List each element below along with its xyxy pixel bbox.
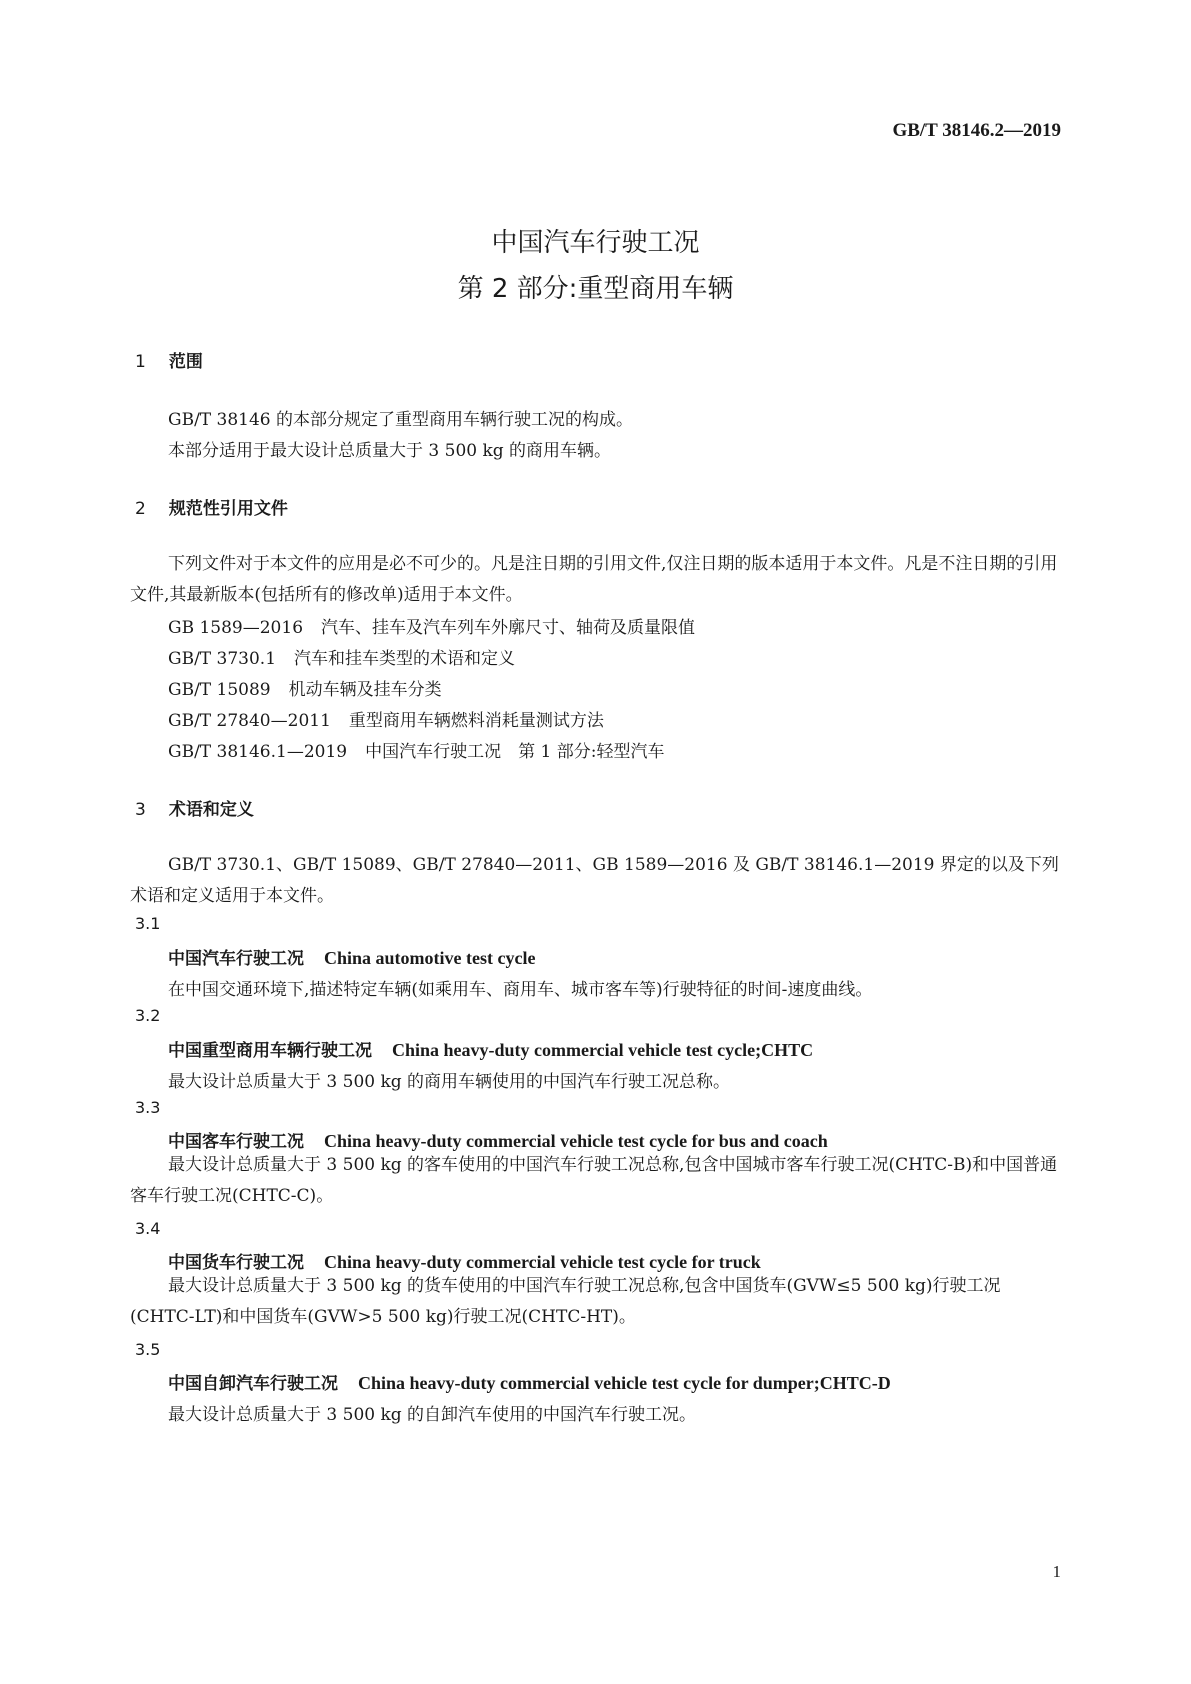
term-heading bbox=[168, 944, 535, 969]
terms-intro: GB/T 3730.1、GB/T 15089、GB/T 27840—2011、GB 1589—2016 及 GB/T 38146.1—2019 界定的以及下列术语和定义适用于本文件。 bbox=[130, 855, 1059, 906]
reference-title: 中国汽车行驶工况 第 1 部分:轻型汽车 bbox=[365, 742, 665, 762]
term-english: China automotive test cycle bbox=[324, 948, 536, 968]
reference-item bbox=[168, 706, 604, 731]
scope-paragraph-2: 本部分适用于最大设计总质量大于 3 500 kg 的商用车辆。 bbox=[168, 441, 612, 461]
term-heading bbox=[168, 1369, 891, 1394]
reference-item bbox=[168, 644, 515, 669]
section-heading-terms-definitions bbox=[135, 795, 254, 820]
section-heading-scope bbox=[135, 347, 203, 372]
term-number: 3.4 bbox=[135, 1219, 161, 1238]
reference-item bbox=[168, 737, 664, 762]
section-number: 2 bbox=[135, 499, 146, 519]
term-heading bbox=[168, 1036, 813, 1061]
term-english: China heavy-duty commercial vehicle test cycle for truck bbox=[324, 1252, 761, 1272]
document-subtitle: 第 2 部分:重型商用车辆 bbox=[457, 274, 734, 304]
references-intro: 下列文件对于本文件的应用是必不可少的。凡是注日期的引用文件,仅注日期的版本适用于本文件。凡是不注日期的引用文件,其最新版本(包括所有的修改单)适用于本文件。 bbox=[130, 554, 1058, 605]
term-english: China heavy-duty commercial vehicle test cycle for dumper;CHTC-D bbox=[358, 1373, 891, 1393]
term-definition: 在中国交通环境下,描述特定车辆(如乘用车、商用车、城市客车等)行驶特征的时间-速度曲线。 bbox=[168, 980, 873, 1000]
reference-code: GB/T 27840—2011 bbox=[168, 711, 331, 731]
term-chinese: 中国汽车行驶工况 bbox=[168, 949, 304, 969]
term-heading bbox=[168, 1127, 828, 1152]
term-chinese: 中国客车行驶工况 bbox=[168, 1132, 304, 1152]
term-definition: 最大设计总质量大于 3 500 kg 的客车使用的中国汽车行驶工况总称,包含中国城市客车行驶工况(CHTC-B)和中国普通客车行驶工况(CHTC-C)。 bbox=[130, 1155, 1058, 1206]
term-chinese: 中国重型商用车辆行驶工况 bbox=[168, 1041, 372, 1061]
term-number: 3.1 bbox=[135, 914, 161, 933]
section-title: 规范性引用文件 bbox=[168, 499, 288, 519]
term-heading bbox=[168, 1248, 761, 1273]
term-english: China heavy-duty commercial vehicle test cycle;CHTC bbox=[392, 1040, 814, 1060]
term-definition: 最大设计总质量大于 3 500 kg 的自卸汽车使用的中国汽车行驶工况。 bbox=[168, 1405, 697, 1425]
scope-paragraph-1: GB/T 38146 的本部分规定了重型商用车辆行驶工况的构成。 bbox=[168, 410, 634, 430]
reference-code: GB 1589—2016 bbox=[168, 618, 304, 638]
term-definition: 最大设计总质量大于 3 500 kg 的货车使用的中国汽车行驶工况总称,包含中国货车(GVW≤5 500 kg)行驶工况(CHTC-LT)和中国货车(GVW>5 500 kg)行驶工况(CHTC-HT)。 bbox=[130, 1276, 1001, 1327]
term-chinese: 中国自卸汽车行驶工况 bbox=[168, 1374, 338, 1394]
reference-code: GB/T 38146.1—2019 bbox=[168, 742, 348, 762]
term-english: China heavy-duty commercial vehicle test cycle for bus and coach bbox=[324, 1131, 828, 1151]
term-definition: 最大设计总质量大于 3 500 kg 的商用车辆使用的中国汽车行驶工况总称。 bbox=[168, 1072, 731, 1092]
reference-title: 汽车和挂车类型的术语和定义 bbox=[294, 649, 516, 669]
term-number: 3.3 bbox=[135, 1098, 161, 1117]
section-heading-normative-references bbox=[135, 494, 288, 519]
term-number: 3.5 bbox=[135, 1340, 161, 1359]
section-number: 1 bbox=[135, 352, 146, 372]
document-title: 中国汽车行驶工况 bbox=[491, 228, 700, 258]
term-chinese: 中国货车行驶工况 bbox=[168, 1253, 304, 1273]
section-title: 术语和定义 bbox=[168, 800, 254, 820]
standard-code: GB/T 38146.2—2019 bbox=[892, 120, 1061, 141]
reference-item bbox=[168, 675, 442, 700]
reference-code: GB/T 15089 bbox=[168, 680, 271, 700]
reference-code: GB/T 3730.1 bbox=[168, 649, 277, 669]
section-title: 范围 bbox=[168, 352, 203, 372]
reference-title: 机动车辆及挂车分类 bbox=[288, 680, 442, 700]
reference-title: 汽车、挂车及汽车列车外廓尺寸、轴荷及质量限值 bbox=[321, 618, 696, 638]
page-number: 1 bbox=[1052, 1562, 1061, 1581]
reference-item bbox=[168, 613, 695, 638]
section-number: 3 bbox=[135, 800, 146, 820]
reference-title: 重型商用车辆燃料消耗量测试方法 bbox=[348, 711, 604, 731]
term-number: 3.2 bbox=[135, 1006, 161, 1025]
